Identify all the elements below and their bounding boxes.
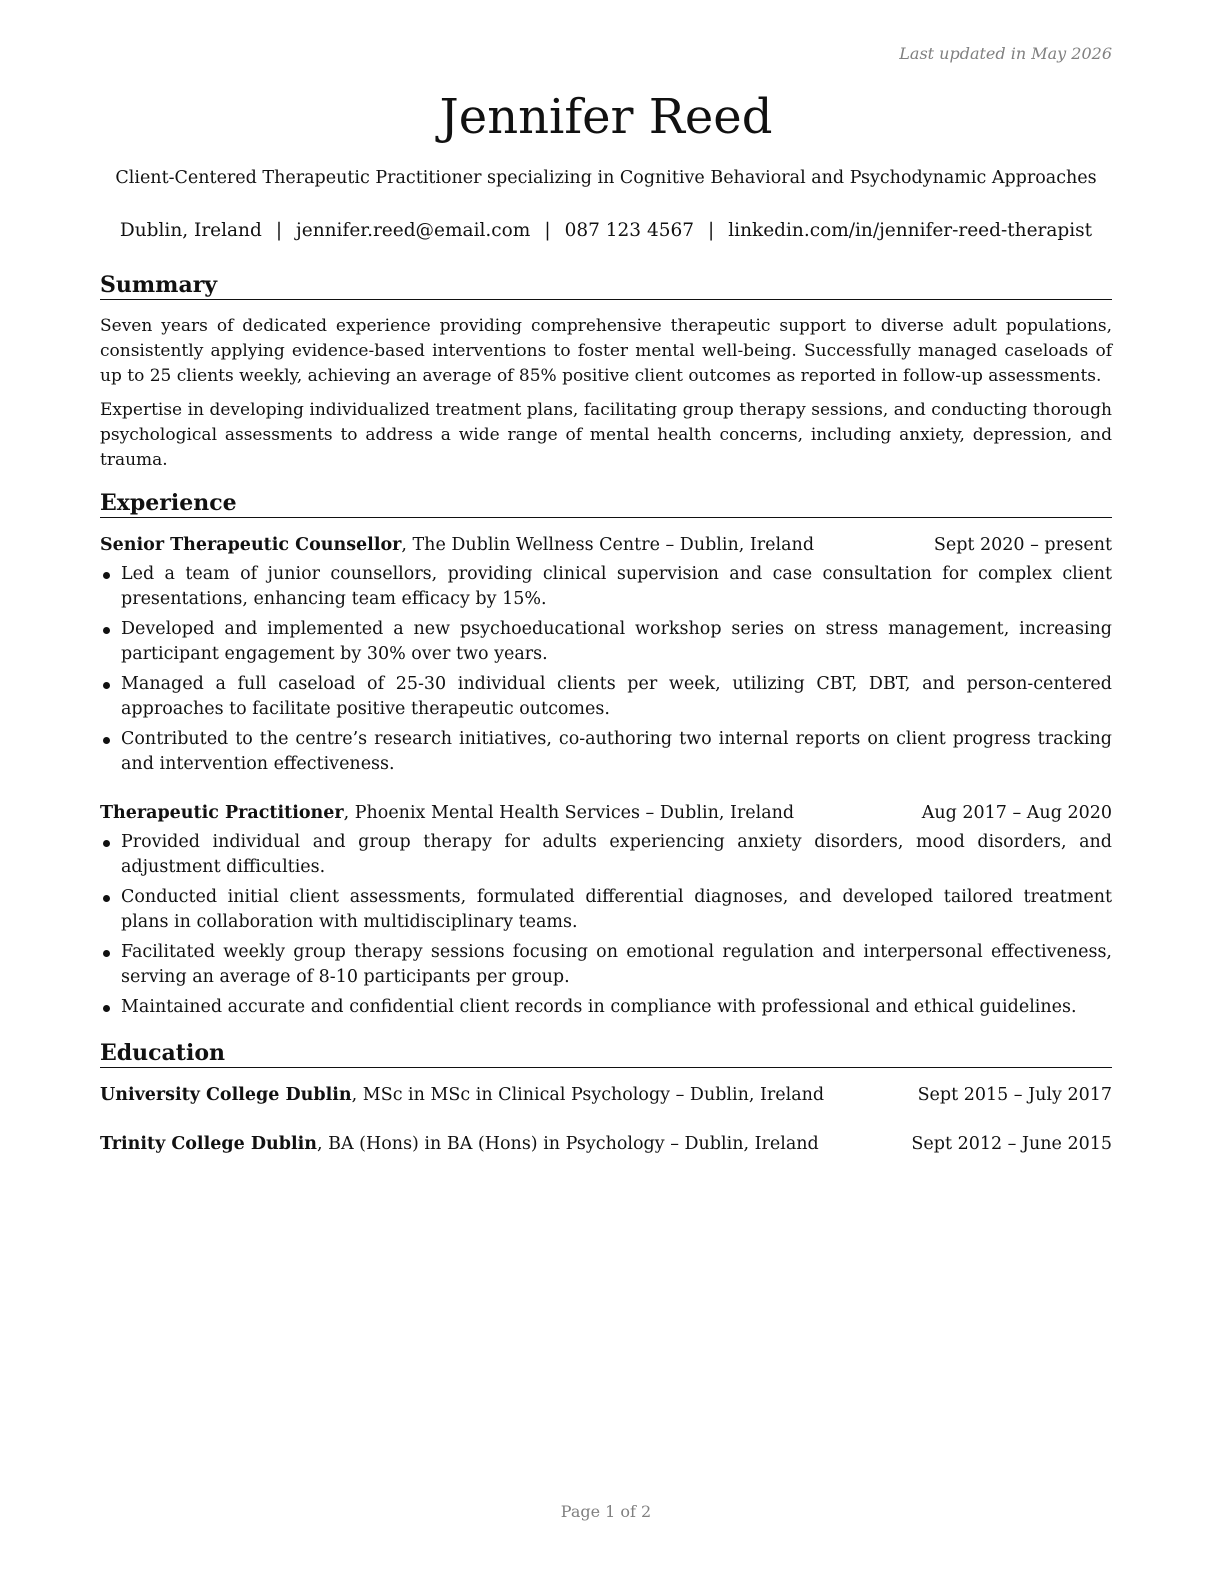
education-line	[100, 1132, 819, 1156]
bullet-text: Led a team of junior counsellors, providing clinical supervision and case consultation for complex client presentations, enhancing team efficacy by 15%.	[121, 564, 1112, 609]
education-detail: , BA (Hons) in BA (Hons) in Psychology – Dublin, Ireland	[316, 1134, 819, 1154]
page-number: Page 1 of 2	[560, 1502, 652, 1521]
education-line	[100, 1083, 824, 1107]
list-item	[100, 830, 1112, 880]
job-header	[100, 533, 1112, 557]
bullet-icon	[103, 1005, 110, 1012]
resume-page	[100, 0, 1112, 1584]
list-item	[100, 672, 1112, 722]
list-item	[100, 617, 1112, 667]
bullet-text: Contributed to the centre’s research initiatives, co-authoring two internal reports on client progress tracking and intervention effectiveness.	[121, 729, 1112, 774]
job-role: Senior Therapeutic Counsellor	[100, 535, 402, 555]
summary-paragraph: Expertise in developing individualized treatment plans, facilitating group therapy sessions, and conducting thorough psychological assessments to address a wide range of mental health concerns, including anxiety, depression, and trauma.	[100, 400, 1112, 470]
contact-email[interactable]: jennifer.reed@email.com	[296, 220, 531, 241]
job-bullets	[100, 562, 1112, 782]
list-item	[100, 885, 1112, 935]
list-item	[100, 727, 1112, 777]
bullet-icon	[103, 627, 110, 634]
job-role: Therapeutic Practitioner	[100, 803, 344, 823]
bullet-icon	[103, 950, 110, 957]
bullet-text: Maintained accurate and confidential client records in compliance with professional and ethical guidelines.	[121, 997, 1077, 1017]
contact-separator: |	[544, 220, 551, 241]
education-school: University College Dublin	[100, 1085, 352, 1105]
contact-separator: |	[275, 220, 283, 241]
bullet-text: Provided individual and group therapy for adults experiencing anxiety disorders, mood disorders, and adjustment difficulties.	[121, 832, 1112, 877]
section-title-experience: Experience	[100, 489, 1112, 518]
job-title-line	[100, 801, 794, 825]
job-title-line	[100, 533, 814, 557]
candidate-name: Jennifer Reed	[439, 89, 773, 145]
list-item	[100, 940, 1112, 990]
bullet-icon	[103, 737, 110, 744]
job-org: , Phoenix Mental Health Services – Dublin, Ireland	[343, 803, 795, 823]
contact-separator: |	[708, 220, 715, 241]
job-dates: Aug 2017 – Aug 2020	[921, 803, 1112, 823]
bullet-icon	[103, 895, 110, 902]
section-title-summary: Summary	[100, 271, 1112, 300]
education-dates: Sept 2012 – June 2015	[911, 1134, 1112, 1154]
job-org: , The Dublin Wellness Centre – Dublin, Ireland	[401, 535, 815, 555]
job-bullets	[100, 830, 1112, 1025]
education-entry	[100, 1132, 1112, 1156]
last-updated: Last updated in May 2026	[899, 44, 1112, 63]
education-school: Trinity College Dublin	[100, 1134, 317, 1154]
bullet-text: Conducted initial client assessments, formulated differential diagnoses, and developed tailored treatment plans in collaboration with multidisciplinary teams.	[121, 887, 1112, 932]
list-item	[100, 995, 1112, 1020]
summary-paragraph: Seven years of dedicated experience providing comprehensive therapeutic support to diverse adult populations, consistently applying evidence-based interventions to foster mental well-being. Successfully managed caseloads of up to 25 clients weekly, achieving an average of 85% positive client outcomes as reported in follow-up assessments.	[100, 316, 1112, 386]
contact-location: Dublin, Ireland	[119, 220, 262, 241]
tagline: Client-Centered Therapeutic Practitioner specializing in Cognitive Behavioral and Psychodynamic Approaches	[115, 168, 1097, 188]
contact-linkedin[interactable]: linkedin.com/in/jennifer-reed-therapist	[728, 220, 1093, 241]
bullet-icon	[103, 572, 110, 579]
education-entry	[100, 1083, 1112, 1107]
education-detail: , MSc in MSc in Clinical Psychology – Dublin, Ireland	[351, 1085, 825, 1105]
list-item	[100, 562, 1112, 612]
bullet-text: Managed a full caseload of 25-30 individual clients per week, utilizing CBT, DBT, and person-centered approaches to facilitate positive therapeutic outcomes.	[121, 674, 1112, 719]
contact-phone: 087 123 4567	[564, 220, 695, 241]
bullet-icon	[103, 682, 110, 689]
bullet-icon	[103, 840, 110, 847]
education-dates: Sept 2015 – July 2017	[917, 1085, 1112, 1105]
bullet-text: Facilitated weekly group therapy sessions focusing on emotional regulation and interpersonal effectiveness, serving an average of 8-10 participants per group.	[121, 942, 1112, 987]
section-title-education: Education	[100, 1039, 1112, 1068]
job-dates: Sept 2020 – present	[933, 535, 1112, 555]
job-header	[100, 801, 1112, 825]
contact-line	[100, 220, 1112, 241]
bullet-text: Developed and implemented a new psychoeducational workshop series on stress management, increasing participant engagement by 30% over two years.	[121, 619, 1112, 664]
